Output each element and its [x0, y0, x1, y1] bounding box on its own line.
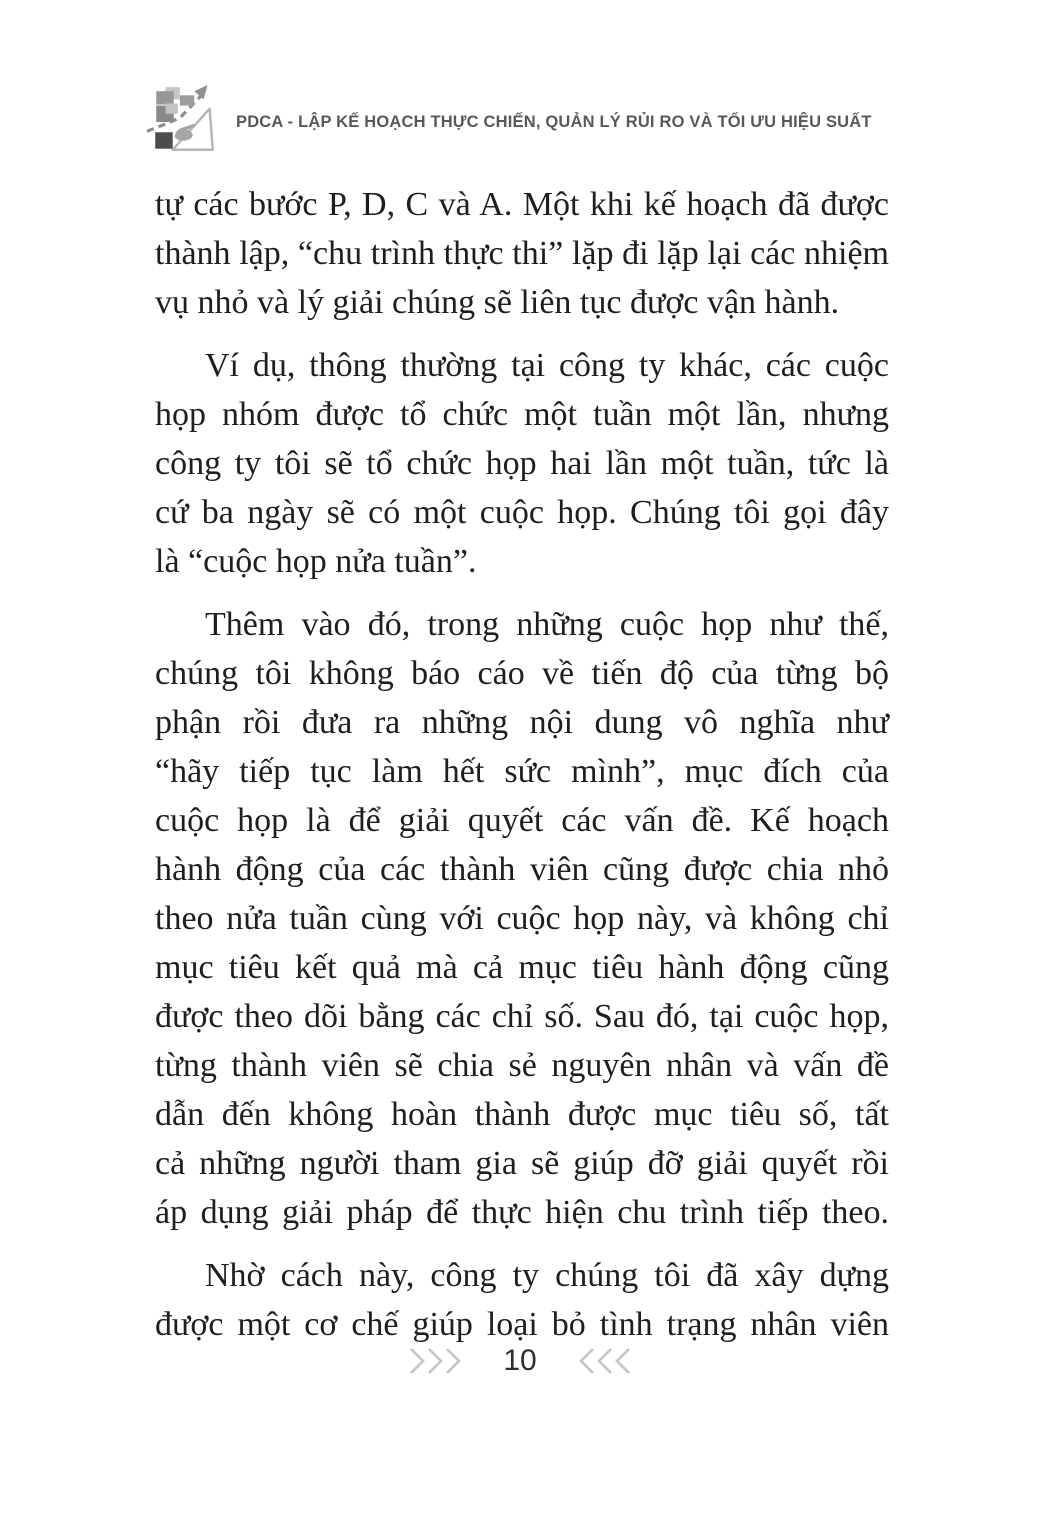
- text-line: công ty tôi sẽ tổ chức họp hai lần một tuần, tức là: [155, 445, 889, 482]
- text-line: cứ ba ngày sẽ có một cuộc họp. Chúng tôi gọi đây: [155, 494, 889, 531]
- text-line: Nhờ cách này, công ty chúng tôi đã xây dựng: [205, 1257, 889, 1294]
- page-footer: [0, 1344, 1040, 1378]
- text-line: “hãy tiếp tục làm hết sức mình”, mục đích của: [155, 753, 889, 790]
- triple-chevron-right-icon: [407, 1346, 479, 1376]
- paragraph: [155, 1251, 889, 1349]
- triple-chevron-left-icon: [561, 1346, 633, 1376]
- text-line: chúng tôi không báo cáo về tiến độ của từng bộ: [155, 655, 889, 692]
- text-line: cuộc họp là để giải quyết các vấn đề. Kế hoạch: [155, 802, 889, 839]
- paragraph: [155, 180, 889, 327]
- text-line: phận rồi đưa ra những nội dung vô nghĩa như: [155, 704, 889, 741]
- page-header: [146, 84, 896, 160]
- text-line: vụ nhỏ và lý giải chúng sẽ liên tục được vận hành.: [155, 284, 840, 321]
- text-line: họp nhóm được tổ chức một tuần một lần, nhưng: [155, 396, 889, 433]
- text-line: cả những người tham gia sẽ giúp đỡ giải quyết rồi: [155, 1145, 889, 1182]
- text-line: Thêm vào đó, trong những cuộc họp như thế,: [205, 606, 889, 643]
- text-line: được một cơ chế giúp loại bỏ tình trạng nhân viên: [155, 1306, 889, 1343]
- text-line: thành lập, “chu trình thực thi” lặp đi lặp lại các nhiệm: [155, 235, 889, 272]
- page-number: 10: [503, 1344, 537, 1377]
- page-body: [155, 180, 889, 1349]
- text-line: dẫn đến không hoàn thành được mục tiêu số, tất: [155, 1096, 889, 1133]
- paragraph: [155, 600, 889, 1237]
- text-line: theo nửa tuần cùng với cuộc họp này, và không chỉ: [155, 900, 889, 937]
- running-head-title: PDCA - LẬP KẾ HOẠCH THỰC CHIẾN, QUẢN LÝ RỦI RO VÀ TỐI ƯU HIỆU SUẤT: [236, 112, 872, 131]
- text-line: được theo dõi bằng các chỉ số. Sau đó, tại cuộc họp,: [155, 998, 889, 1035]
- paragraph: [155, 341, 889, 586]
- text-line: tự các bước P, D, C và A. Một khi kế hoạch đã được: [155, 186, 889, 223]
- pdca-growth-hand-icon: [146, 84, 222, 160]
- text-line: hành động của các thành viên cũng được chia nhỏ: [155, 851, 889, 888]
- text-line: là “cuộc họp nửa tuần”.: [155, 543, 477, 580]
- text-line: áp dụng giải pháp để thực hiện chu trình tiếp theo.: [155, 1194, 889, 1231]
- text-line: mục tiêu kết quả mà cả mục tiêu hành động cũng: [155, 949, 889, 986]
- text-line: từng thành viên sẽ chia sẻ nguyên nhân và vấn đề: [155, 1047, 889, 1084]
- text-line: Ví dụ, thông thường tại công ty khác, các cuộc: [205, 347, 889, 384]
